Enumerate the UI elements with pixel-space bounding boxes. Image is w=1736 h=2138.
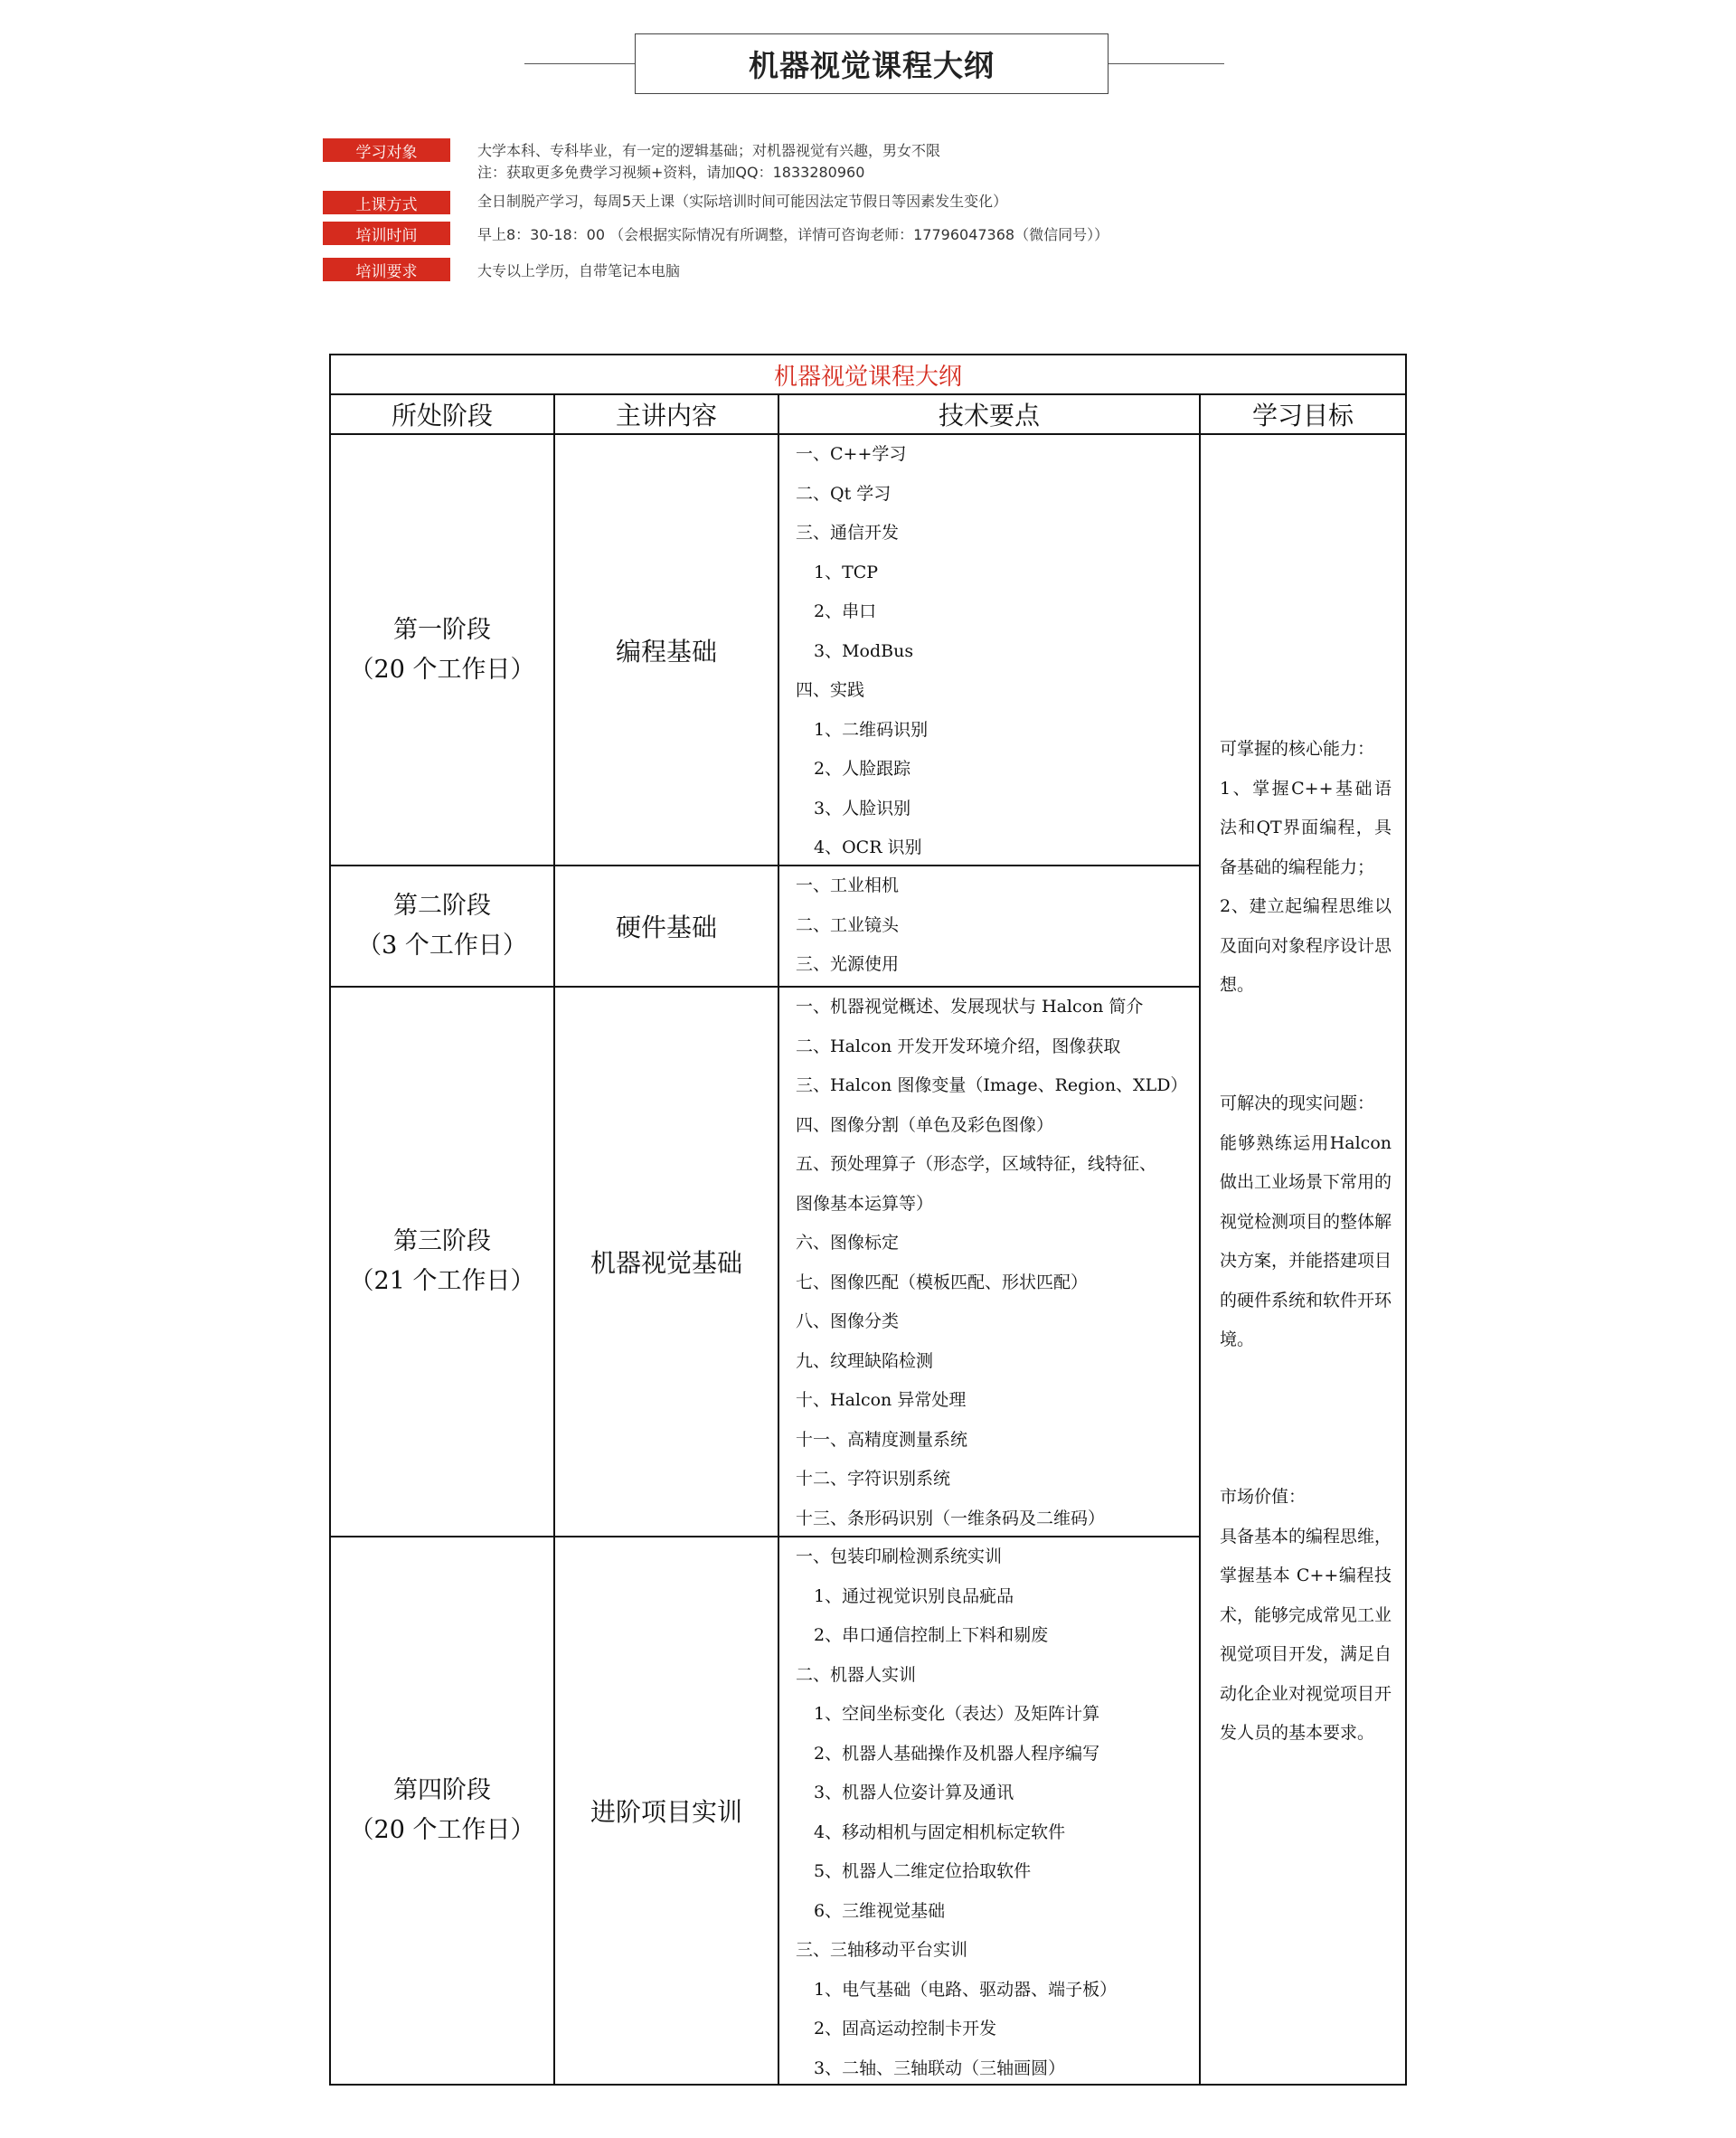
point-item: 三、光源使用 (796, 954, 900, 974)
point-item: 六、图像标定 (796, 1233, 900, 1253)
point-item: 2、串口通信控制上下料和剔废 (814, 1625, 1049, 1645)
point-item: 1、二维码识别 (814, 719, 929, 740)
header-points: 技术要点 (938, 401, 1040, 430)
stage-2-topic: 硬件基础 (615, 913, 717, 942)
stage-1-name: 第一阶段 (393, 615, 491, 644)
goal-value-text: 具备基本的编程思维，掌握基本 C++编程技术，能够完成常见工业视觉项目开发，满足自动化企业对视觉项目开发人员的基本要求。 (1220, 1526, 1392, 1743)
info-text-requirement: 大专以上学历，自带笔记本电脑 (477, 262, 681, 279)
stage-4-days: （20 个工作日） (349, 1816, 535, 1844)
point-item: 十三、条形码识别（一维条码及二维码） (796, 1508, 1106, 1528)
table-caption: 机器视觉课程大纲 (329, 354, 1407, 394)
info-label-audience: 学习对象 (323, 138, 450, 162)
page-title: 机器视觉课程大纲 (635, 33, 1109, 94)
stage-2-points (796, 866, 899, 985)
stage-4 (331, 1537, 553, 2084)
point-item: 一、包装印刷检测系统实训 (796, 1547, 1003, 1566)
goal-core-abilities (1220, 730, 1392, 1006)
info-label-requirement: 培训要求 (323, 258, 450, 281)
point-item: 三、Halcon 图像变量（Image、Region、XLD） (796, 1075, 1188, 1095)
stage-4-name: 第四阶段 (393, 1776, 491, 1804)
point-item: 四、实践 (796, 680, 865, 700)
point-item: 4、OCR 识别 (814, 837, 922, 857)
point-item: 3、ModBus (814, 640, 914, 661)
point-item: 五、预处理算子（形态学，区域特征，线特征、 (796, 1154, 1157, 1174)
info-text-audience (477, 140, 940, 184)
goal-core-item-1: 1、掌握C++基础语法和QT界面编程，具备基础的编程能力； (1220, 778, 1392, 877)
point-item: 3、二轴、三轴联动（三轴画圆） (814, 2058, 1066, 2078)
point-item: 3、人脸识别 (814, 798, 911, 818)
stage-1 (331, 435, 553, 865)
table-rule-col-3 (1199, 393, 1201, 2086)
point-item: 一、工业相机 (796, 875, 900, 895)
header-topic: 主讲内容 (615, 401, 717, 430)
point-item: 2、机器人基础操作及机器人程序编写 (814, 1743, 1100, 1764)
header-goals: 学习目标 (1251, 401, 1354, 430)
stage-2-days: （3 个工作日） (357, 932, 527, 960)
stage-4-points (796, 1537, 1117, 2088)
stage-2-name: 第二阶段 (393, 892, 491, 920)
point-item: 2、串口 (814, 601, 877, 621)
table-rule-col-2 (778, 393, 779, 2086)
header-stage: 所处阶段 (391, 401, 493, 430)
point-item: 二、工业镜头 (796, 914, 900, 935)
info-audience-line-2: 注：获取更多免费学习视频+资料，请加QQ：1833280960 (477, 164, 865, 181)
point-item: 十二、字符识别系统 (796, 1469, 951, 1489)
point-item: 3、机器人位姿计算及通讯 (814, 1783, 1014, 1802)
point-item: 4、移动相机与固定相机标定软件 (814, 1821, 1066, 1842)
stage-3-name: 第三阶段 (393, 1227, 491, 1255)
point-item: 1、空间坐标变化（表达）及矩阵计算 (814, 1704, 1100, 1724)
point-item: 八、图像分类 (796, 1311, 900, 1331)
point-item: 七、图像匹配（模板匹配、形状匹配） (796, 1272, 1089, 1292)
title-rule-right (1090, 63, 1224, 64)
point-item: 6、三维视觉基础 (814, 1900, 946, 1921)
point-item: 三、通信开发 (796, 523, 900, 543)
stage-3-days: （21 个工作日） (349, 1267, 535, 1295)
point-item: 十、Halcon 异常处理 (796, 1390, 967, 1410)
goal-problems-text: 能够熟练运用Halcon做出工业场景下常用的视觉检测项目的整体解决方案，并能搭建项目的硬件系统和软件开环境。 (1220, 1132, 1392, 1349)
info-text-format: 全日制脱产学习，每周5天上课（实际培训时间可能因法定节假日等因素发生变化） (477, 193, 1008, 210)
point-item: 一、机器视觉概述、发展现状与 Halcon 简介 (796, 997, 1144, 1017)
goal-core-item-2: 2、建立起编程思维以及面向对象程序设计思想。 (1220, 896, 1392, 995)
stage-2 (331, 866, 553, 986)
point-item: 四、图像分割（单色及彩色图像） (796, 1114, 1054, 1135)
point-item: 十一、高精度测量系统 (796, 1429, 968, 1450)
point-item: 九、纹理缺陷检测 (796, 1350, 934, 1371)
stage-1-topic: 编程基础 (615, 636, 717, 667)
point-item: 1、电气基础（电路、驱动器、端子板） (814, 1979, 1118, 2000)
table-rule-right (1405, 354, 1407, 2086)
point-item: 2、固高运动控制卡开发 (814, 2019, 997, 2039)
point-item: 一、C++学习 (796, 444, 907, 464)
point-item: 5、机器人二维定位拾取软件 (814, 1861, 1032, 1881)
goal-core-heading: 可掌握的核心能力： (1220, 739, 1375, 759)
stage-1-days: （20 个工作日） (349, 655, 535, 684)
info-audience-line-1: 大学本科、专科毕业，有一定的逻辑基础；对机器视觉有兴趣，男女不限 (477, 142, 941, 159)
stage-1-points (796, 435, 928, 868)
goal-market-value (1220, 1478, 1392, 1754)
point-item: 2、人脸跟踪 (814, 759, 911, 779)
info-text-time: 早上8：30-18：00 （会根据实际情况有所调整，详情可咨询老师：17796047368（微信同号）） (477, 226, 1109, 243)
point-item: 三、三轴移动平台实训 (796, 1940, 968, 1960)
point-item: 二、Halcon 开发开发环境介绍，图像获取 (796, 1036, 1121, 1056)
point-item: 二、Qt 学习 (796, 483, 892, 504)
stage-3-topic: 机器视觉基础 (590, 1248, 742, 1278)
stage-3 (331, 988, 553, 1536)
goal-value-heading: 市场价值： (1220, 1487, 1307, 1507)
goal-real-problems (1220, 1084, 1392, 1360)
point-item: 图像基本运算等） (796, 1193, 934, 1214)
stage-4-topic: 进阶项目实训 (590, 1797, 742, 1827)
point-item: 1、通过视觉识别良品疵品 (814, 1585, 1014, 1606)
point-item: 二、机器人实训 (796, 1664, 917, 1685)
point-item: 1、TCP (814, 562, 879, 582)
info-label-format: 上课方式 (323, 191, 450, 214)
goal-problems-heading: 可解决的现实问题： (1220, 1093, 1375, 1113)
stage-3-points (796, 988, 1187, 1538)
info-label-time: 培训时间 (323, 222, 450, 245)
